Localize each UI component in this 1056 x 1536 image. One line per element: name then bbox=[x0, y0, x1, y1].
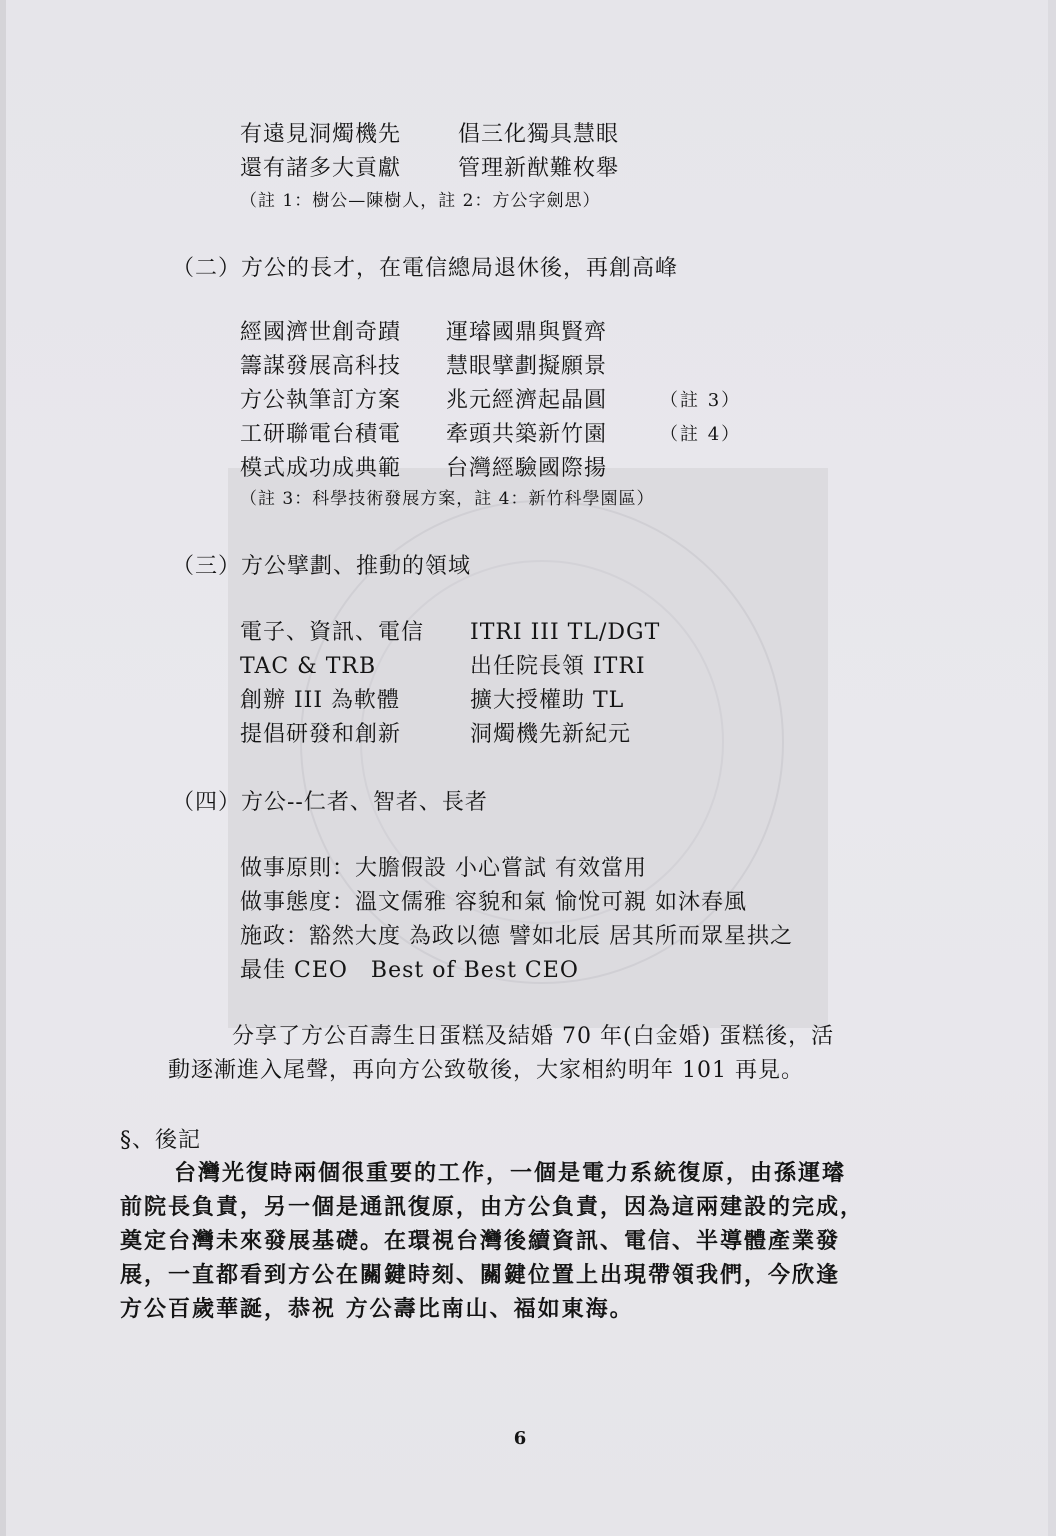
section-3-heading: （三）方公擘劃、推動的領域 bbox=[172, 554, 472, 579]
postscript-line-3: 奠定台灣未來發展基礎。在環視台灣後續資訊、電信、半導體產業發 bbox=[120, 1228, 841, 1254]
section-2-line-1-b: 運璿國鼎與賢齊 bbox=[446, 320, 608, 345]
section-4-heading: （四）方公--仁者、智者、長者 bbox=[172, 790, 488, 815]
section-3-line-2-a: TAC & TRB bbox=[240, 654, 377, 679]
section-2-line-1-a: 經國濟世創奇蹟 bbox=[240, 320, 402, 345]
section-2-line-5-b: 台灣經驗國際揚 bbox=[446, 456, 608, 481]
reference-note-3: （註 3） bbox=[660, 390, 742, 411]
section-2-line-5-a: 模式成功成典範 bbox=[240, 456, 402, 481]
scan-edge-left bbox=[0, 0, 6, 1536]
section-3-line-1-a: 電子、資訊、電信 bbox=[240, 620, 425, 645]
footnote-2: （註 3：科學技術發展方案，註 4：新竹科學園區） bbox=[240, 489, 655, 509]
poem1-line-2-b: 管理新猷難枚舉 bbox=[458, 156, 620, 181]
poem1-line-1-b: 倡三化獨具慧眼 bbox=[458, 122, 620, 147]
section-2-line-4-b: 牽頭共築新竹園 bbox=[446, 422, 608, 447]
section-2-heading: （二）方公的長才，在電信總局退休後，再創高峰 bbox=[172, 256, 679, 281]
postscript-line-4: 展，一直都看到方公在關鍵時刻、關鍵位置上出現帶領我們，今欣逢 bbox=[120, 1262, 841, 1288]
section-2-line-4-a: 工研聯電台積電 bbox=[240, 422, 402, 447]
page-number: 6 bbox=[513, 1428, 527, 1449]
poem1-line-1-a: 有遠見洞燭機先 bbox=[240, 122, 402, 147]
scan-edge-right bbox=[1048, 0, 1056, 1536]
reference-note-4: （註 4） bbox=[660, 424, 742, 445]
section-2-line-2-b: 慧眼擘劃擬願景 bbox=[446, 354, 608, 379]
postscript-line-1: 台灣光復時兩個很重要的工作，一個是電力系統復原，由孫運璿 bbox=[174, 1160, 847, 1186]
footnote-1: （註 1：樹公—陳樹人，註 2：方公字劍思） bbox=[240, 191, 601, 211]
section-3-line-1-b: ITRI III TL/DGT bbox=[470, 620, 661, 645]
postscript-line-5: 方公百歲華誕，恭祝 方公壽比南山、福如東海。 bbox=[120, 1296, 634, 1322]
section-3-line-4-a: 提倡研發和創新 bbox=[240, 722, 402, 747]
postscript-heading: §、後記 bbox=[120, 1128, 202, 1153]
section-3-line-3-a: 創辦 III 為軟體 bbox=[240, 688, 401, 713]
closing-line-2: 動逐漸進入尾聲，再向方公致敬後，大家相約明年 101 再見。 bbox=[168, 1058, 804, 1083]
section-4-line-3: 施政：豁然大度 為政以德 譬如北辰 居其所而眾星拱之 bbox=[240, 924, 793, 949]
closing-line-1: 分享了方公百壽生日蛋糕及結婚 70 年(白金婚) 蛋糕後，活 bbox=[232, 1024, 835, 1049]
postscript-line-2: 前院長負責，另一個是通訊復原，由方公負責，因為這兩建設的完成， bbox=[120, 1194, 865, 1220]
section-2-line-3-b: 兆元經濟起晶圓 bbox=[446, 388, 608, 413]
section-4-line-4: 最佳 CEO Best of Best CEO bbox=[240, 958, 579, 983]
section-4-line-1: 做事原則：大膽假設 小心嘗試 有效當用 bbox=[240, 856, 647, 881]
section-4-line-2: 做事態度：溫文儒雅 容貌和氣 愉悅可親 如沐春風 bbox=[240, 890, 747, 915]
poem1-line-2-a: 還有諸多大貢獻 bbox=[240, 156, 402, 181]
section-3-line-3-b: 擴大授權助 TL bbox=[470, 688, 625, 713]
section-3-line-4-b: 洞燭機先新紀元 bbox=[470, 722, 632, 747]
section-3-line-2-b: 出任院長領 ITRI bbox=[470, 654, 646, 679]
section-2-line-2-a: 籌謀發展高科技 bbox=[240, 354, 402, 379]
section-2-line-3-a: 方公執筆訂方案 bbox=[240, 388, 402, 413]
